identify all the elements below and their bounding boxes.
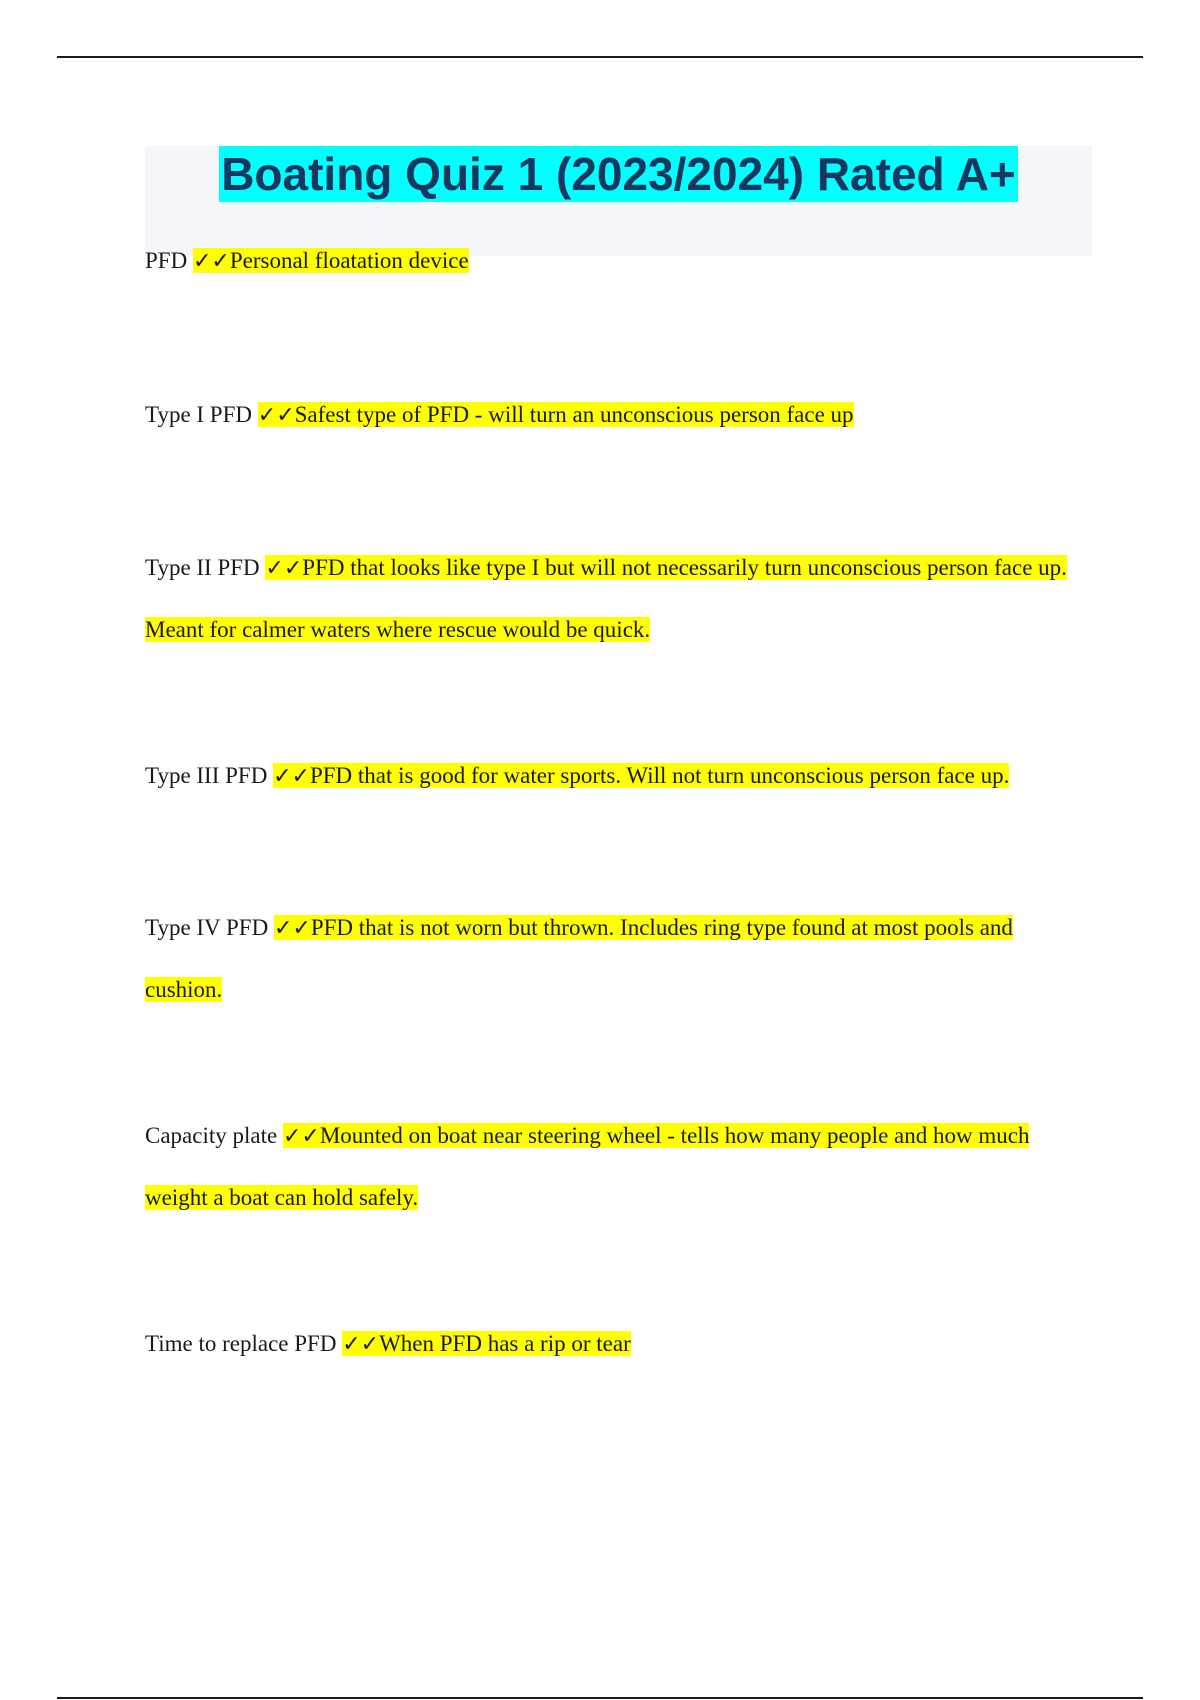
check-mark-icon: ✓✓: [282, 1124, 320, 1149]
entry-capacity-plate: [145, 1105, 1090, 1228]
definition-text: PFD that is good for water sports. Will not turn unconscious person face up.: [309, 763, 1010, 788]
entry-term: Capacity plate: [145, 1123, 283, 1148]
check-mark-icon: ✓✓: [273, 764, 310, 789]
definition-text: Personal floatation device: [229, 248, 469, 273]
check-mark-icon: ✓✓: [342, 1332, 380, 1357]
entry-term: Type III PFD: [145, 763, 274, 788]
title-text: Boating Quiz 1 (2023/2024) Rated A+: [221, 148, 1016, 200]
definition-text: PFD that is not worn but thrown. Includes ring type found at most pools and cushion.: [145, 915, 1013, 1002]
document-title: [145, 146, 1092, 202]
entry-definition: [145, 555, 1067, 642]
entry-replace-pfd: [145, 1313, 1090, 1375]
entry-term: Time to replace PFD: [145, 1331, 343, 1356]
definition-text: PFD that looks like type I but will not necessarily turn unconscious person face up. Meant for calmer waters where rescue would be quick.: [145, 555, 1067, 642]
entry-type-i: [145, 384, 1090, 446]
entry-term: PFD: [145, 248, 193, 273]
entry-term: Type IV PFD: [145, 915, 274, 940]
entry-definition: [193, 248, 469, 273]
definition-text: When PFD has a rip or tear: [379, 1331, 631, 1356]
definition-text: Mounted on boat near steering wheel - tells how many people and how much weight a boat can hold safely.: [145, 1123, 1030, 1210]
entry-definition: [273, 763, 1009, 788]
entry-type-ii: [145, 537, 1090, 660]
entry-definition: [145, 915, 1013, 1002]
entry-definition: [342, 1331, 631, 1356]
entry-term: Type I PFD: [145, 402, 258, 427]
entry-type-iv: [145, 897, 1090, 1020]
check-mark-icon: ✓✓: [273, 916, 311, 941]
entry-definition: [258, 402, 854, 427]
footer-rule: [57, 1697, 1143, 1699]
check-mark-icon: ✓✓: [265, 556, 303, 581]
entry-pfd: [145, 230, 1090, 292]
entry-type-iii: [145, 745, 1090, 807]
check-mark-icon: ✓✓: [192, 249, 230, 274]
check-mark-icon: ✓✓: [257, 403, 295, 428]
header-rule: [57, 56, 1143, 58]
entry-term: Type II PFD: [145, 555, 266, 580]
definition-text: Safest type of PFD - will turn an unconscious person face up: [294, 402, 854, 427]
